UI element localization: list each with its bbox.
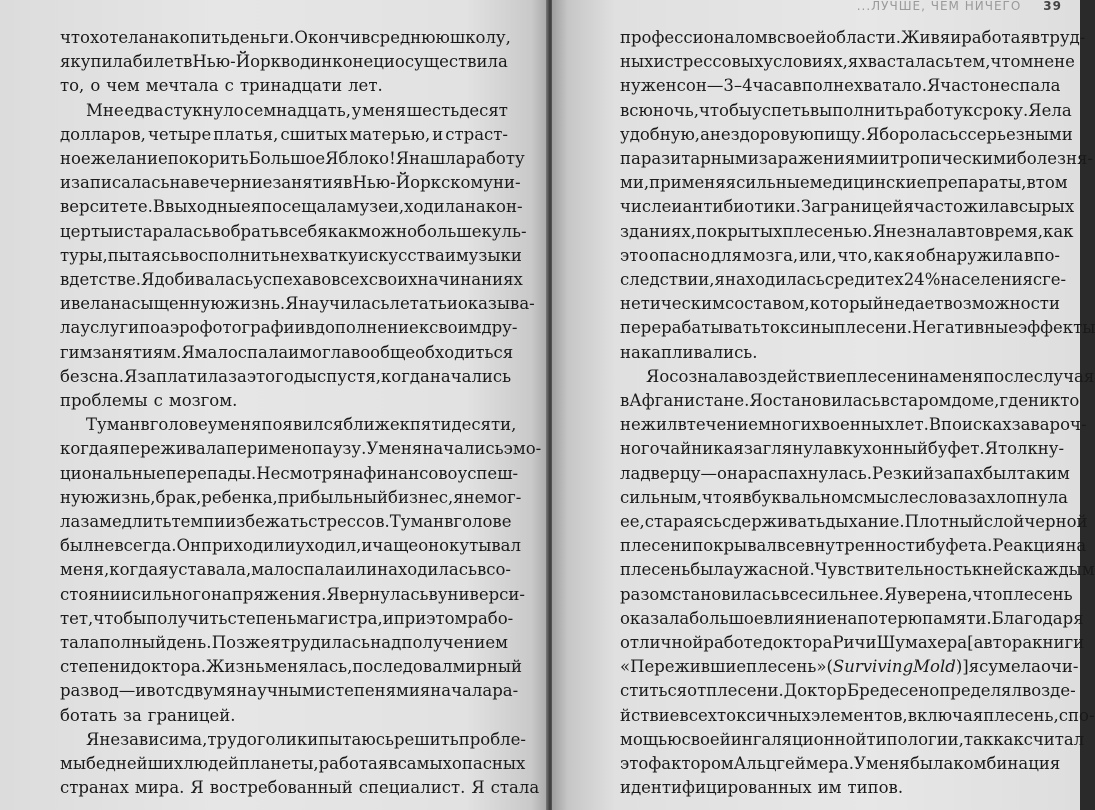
text-line: накапливались. <box>620 342 758 362</box>
text-line: оказала большое влияние на потерю памяти. Благодаря <box>620 608 1084 628</box>
text-line: стоянии сильного напряжения. Я вернулась в универси- <box>60 584 525 604</box>
text-line: ное желание покорить Большое Яблоко! Я нашла работу <box>60 149 525 169</box>
text-line: и вела насыщенную жизнь. Я научилась летать и оказыва- <box>60 294 535 314</box>
text-line: числе и антибиотики. За границей я часто жила в сырых <box>620 197 1075 217</box>
text-line: нетическим составом, который не дает возможности <box>620 294 1060 314</box>
text-line: ее, стараясь сдерживать дыхание. Плотный слой черной <box>620 512 1088 532</box>
text-line: «Пережившие плесень» (Surviving Mold)] я сумела очи- <box>620 657 1079 677</box>
text-line: ного чайника я заглянула в кухонный буфет. Я толкну- <box>620 439 1065 459</box>
paragraph <box>620 26 1095 365</box>
text-line: это фактором Альцгеймера. У меня была комбинация <box>620 754 1061 774</box>
page-number: 39 <box>1043 0 1062 13</box>
text-line: Туман в голове у меня появился ближе к пятидесяти, <box>86 415 517 435</box>
text-line: долларов, четыре платья, сшитых матерью, и страст- <box>60 124 508 144</box>
text-line: туры, пытаясь восполнить нехватку искусства и музыки <box>60 245 522 265</box>
text-line: ных и стрессовых условиях, я хвасталась тем, что мне не <box>620 52 1075 72</box>
text-line: йствие всех токсичных элементов, включая плесень, с по- <box>620 705 1095 725</box>
text-line: я купила билет в Нью-Йорк в один конец и осуществила <box>60 52 508 72</box>
text-line: это опасно для мозга, или, что, как я обнаружила впо- <box>620 245 1060 265</box>
text-line: ную жизнь, брак, ребенка, прибыльный бизнес, я не мог- <box>60 487 522 507</box>
text-line: церты и старалась вобрать в себя как можно больше куль- <box>60 221 527 241</box>
text-line: развод — и вот с двумя научными степенями я начала ра- <box>60 681 519 701</box>
paragraph <box>620 365 1095 801</box>
paragraph <box>60 99 535 414</box>
text-line: циональные перепады. Несмотря на финансово успеш- <box>60 463 519 483</box>
text-line: ла дверцу — она распахнулась. Резкий запах был таким <box>620 463 1070 483</box>
text-line: ботать за границей. <box>60 705 236 725</box>
text-line: проблемы с мозгом. <box>60 391 238 411</box>
right-page <box>552 0 1095 810</box>
left-page-text <box>60 26 542 801</box>
text-line: отличной работе доктора Ричи Шумахера [автора книги <box>620 633 1085 653</box>
text-line: ла замедлить темп и избежать стрессов. Туман в голове <box>60 512 512 532</box>
text-line: следствии, я находилась среди тех 24 % населения с ге- <box>620 270 1067 290</box>
text-line: что хотела накопить деньги. Окончив среднюю школу, <box>60 28 511 47</box>
text-line: перерабатывать токсины плесени. Негативные эффекты <box>620 318 1095 338</box>
text-line: плесени покрывал все внутренности буфета. Реакция на <box>620 536 1087 556</box>
text-line: ститься от плесени. Доктор Бредесен определял возде- <box>620 681 1076 701</box>
text-line: ла услуги по аэрофотографии в дополнение к своим дру- <box>60 318 518 338</box>
text-line: без сна. Я заплатила за это годы спустя, когда начались <box>60 366 512 386</box>
paragraph <box>60 26 511 99</box>
text-line: разом становилась все сильнее. Я уверена, что плесень <box>620 584 1073 604</box>
paragraph <box>60 413 542 728</box>
text-line: мощью своей ингаляционной типологии, так как считал <box>620 729 1085 749</box>
text-line: верситете. В выходные я посещала музеи, ходила на кон- <box>60 197 523 217</box>
text-line: всю ночь, чтобы успеть выполнить работу к сроку. Я ела <box>620 100 1072 120</box>
text-line: ми, применяя сильные медицинские препараты, в том <box>620 173 1068 193</box>
text-line: Мне едва стукнуло семнадцать, у меня шестьдесят <box>86 100 508 120</box>
text-line: идентифицированных им типов. <box>620 778 904 798</box>
text-line: зданиях, покрытых плесенью. Я не знала в то время, как <box>620 221 1074 241</box>
text-line: когда я переживала перименопаузу. У меня начались эмо- <box>60 439 542 459</box>
text-line: тет, чтобы получить степень магистра, и при этом рабо- <box>60 608 514 628</box>
text-line: сильным, что я в буквальном смысле слова захлопнула <box>620 487 1069 507</box>
running-header <box>857 0 1062 18</box>
text-line: степени доктора. Жизнь менялась, последовал мирный <box>60 657 522 677</box>
text-line: гим занятиям. Я мало спала и могла вообще обходиться <box>60 342 514 362</box>
text-line: плесень была ужасной. Чувствительность к ней с каждым <box>620 560 1095 580</box>
text-line: Я осознала воздействие плесени на меня после случая <box>646 366 1095 386</box>
running-title: ...ЛУЧШЕ, ЧЕМ НИЧЕГО <box>856 0 1022 13</box>
text-line: меня, когда я уставала, мало спала или находилась в со- <box>60 560 511 580</box>
text-line: в Афганистане. Я остановилась в старом доме, где никто <box>620 391 1080 411</box>
text-line: и записалась на вечерние занятия в Нью-Йоркском уни- <box>60 173 521 193</box>
paragraph <box>60 728 540 801</box>
text-line: Я независима, трудоголик и пытаюсь решить пробле- <box>86 729 526 749</box>
text-line: профессионалом в своей области. Живя и работая в труд- <box>620 28 1086 47</box>
text-line: нужен сон — 3–4 часа вполне хватало. Я часто не спала <box>620 76 1061 96</box>
text-line: тала полный день. Позже я трудилась над получением <box>60 633 508 653</box>
text-line: странах мира. Я востребованный специалист. Я стала <box>60 778 540 798</box>
text-line: мы беднейших людей планеты, работая в самых опасных <box>60 754 526 774</box>
text-line: в детстве. Я добивалась успеха во всех своих начинаниях <box>60 270 523 290</box>
text-line: то, о чем мечтала с тринадцати лет. <box>60 76 383 96</box>
text-line: был не всегда. Он приходил и уходил, и чаще он окутывал <box>60 536 521 556</box>
text-line: паразитарными заражениями и тропическими болезня- <box>620 149 1093 169</box>
text-line: не жил в течение многих военных лет. В поисках завароч- <box>620 415 1087 435</box>
text-line: удобную, а не здоровую пищу. Я боролась с серьезными <box>620 124 1073 144</box>
right-page-text <box>620 26 1095 801</box>
